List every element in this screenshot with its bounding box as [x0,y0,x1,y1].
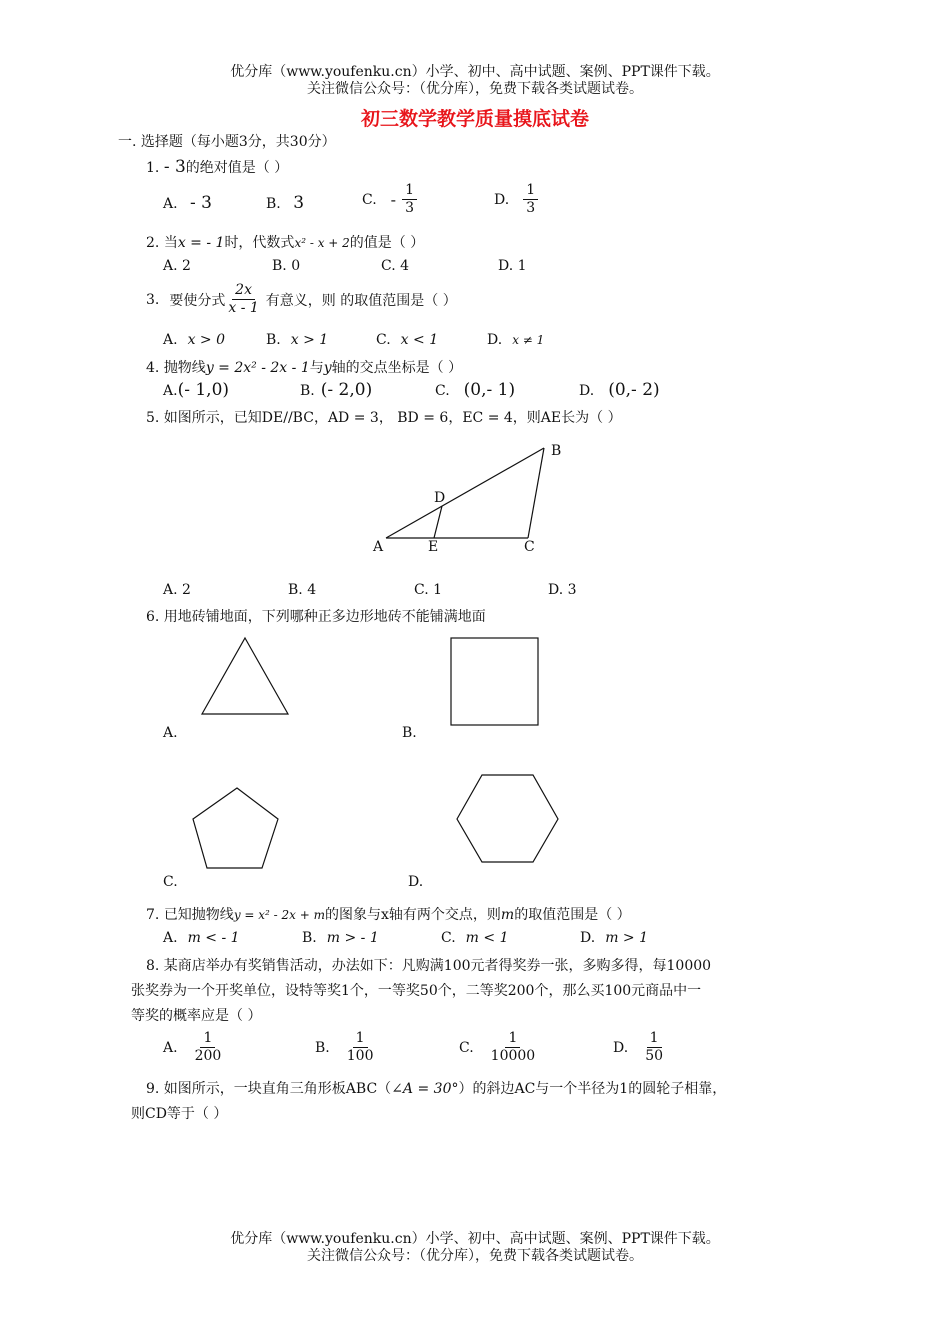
q7-option-c [441,930,509,946]
q3-post: 有意义，则 的取值范围是（ ） [265,292,457,309]
q1-number: 1. [146,160,160,176]
q2-option-a: A. 2 [163,258,191,274]
q1-expression: - 3 [163,157,186,177]
footer-line-2: 关注微信公众号：（优分库），免费下载各类试题试卷。 [307,1248,643,1264]
q4-option-b [300,380,372,400]
q8-option-a-denominator: 200 [194,1048,222,1064]
question-6: 6. 用地砖铺地面，下列哪种正多边形地砖不能铺满地面 [146,609,486,625]
q8-option-a-label: A. [163,1039,178,1056]
q1-option-d-denominator: 3 [526,200,536,216]
q6-option-d: D. [408,874,424,890]
q5-option-c: C. 1 [414,582,443,598]
q8-option-a-numerator: 1 [200,1030,215,1048]
q9-pre: 9. 如图所示，一块直角三角形板ABC（ [146,1081,392,1097]
q8-option-c-fraction [488,1030,539,1065]
q7-option-a [163,930,240,946]
footer-line-1: 优分库（www.youfenku.cn）小学、初中、高中试题、案例、PPT课件下载。 [230,1231,720,1247]
q3-option-b [266,332,328,348]
q8-option-b-denominator: 100 [346,1048,374,1064]
q4-mid: 与 [309,360,324,376]
q5-label-c: C [524,539,535,555]
q2-pre: 当 [163,235,178,251]
q3-fraction-numerator: 2x [232,282,255,300]
q5-label-e: E [428,539,439,555]
q1-option-d [494,182,538,217]
q4-option-d-label: D. [579,383,595,399]
q5-label-a: A [373,539,384,555]
q1-option-b-label: B. [266,196,281,212]
q8-option-d [613,1030,666,1065]
q6-option-a: A. [163,725,178,741]
q4-option-d-value: (0,- 2) [608,380,660,400]
q4-number: 4. [146,360,160,376]
q1-option-d-label: D. [494,191,510,208]
q3-option-a-value: x > 0 [187,332,225,348]
q8-option-b-fraction [344,1030,377,1065]
question-9-line-1 [146,1078,726,1098]
q7-pre: 已知抛物线 [163,907,234,923]
q3-option-d [487,332,544,348]
q7-option-a-value: m < - 1 [187,930,240,946]
q5-label-b: B [551,443,562,459]
q9-post: ）的斜边AC与一个半径为1的圆轮子相靠， [458,1081,727,1097]
q1-option-c [362,182,417,217]
header-line-1: 优分库（www.youfenku.cn）小学、初中、高中试题、案例、PPT课件下载。 [230,64,720,80]
q4-option-d [579,380,660,400]
q1-option-c-fraction [402,182,417,217]
q1-option-d-numerator: 1 [523,182,538,200]
question-9-line-2: 则CD等于（ ） [131,1106,228,1122]
q7-option-c-label: C. [441,930,456,946]
q8-option-d-label: D. [613,1039,629,1056]
q3-option-d-value: x ≠ 1 [512,333,545,347]
q7-number: 7. [146,907,160,923]
q1-option-a-label: A. [163,196,178,212]
q1-option-c-numerator: 1 [402,182,417,200]
q8-option-a [163,1030,224,1065]
q4-option-a-label: A. [163,383,178,399]
q7-option-d-value: m > 1 [605,930,649,946]
q7-option-c-value: m < 1 [465,930,509,946]
q1-option-b [266,193,304,213]
question-5: 5. 如图所示，已知DE//BC，AD = 3， BD = 6，EC = 4，则AE长为（ ） [146,410,622,426]
q2-condition: x = - 1 [177,235,225,251]
q4-option-a-value: (- 1,0) [177,380,230,400]
q4-post: 轴的交点坐标是（ ） [331,360,463,376]
q7-option-b [302,930,379,946]
q2-mid: 时，代数式 [224,235,295,251]
q3-option-c-label: C. [376,332,391,348]
q5-segment-de [434,506,442,538]
q8-option-d-numerator: 1 [647,1030,662,1048]
q4-option-a [163,380,229,400]
q7-expression: y = x² - 2x + m [233,908,326,922]
q7-option-b-label: B. [302,930,317,946]
q8-option-b-label: B. [315,1039,330,1056]
q8-option-d-fraction [642,1030,666,1065]
q6-hexagon-shape [457,775,558,862]
q6-option-c: C. [163,874,178,890]
q4-option-c-value: (0,- 1) [463,380,516,400]
q4-pre: 抛物线 [163,360,206,376]
question-4 [146,357,462,377]
q5-option-a: A. 2 [163,582,191,598]
q1-text: 的绝对值是（ ） [185,160,289,176]
question-7 [146,904,631,924]
q1-option-d-fraction [523,182,538,217]
q2-number: 2. [146,235,160,251]
q8-option-c-label: C. [459,1039,474,1056]
q9-angle: ∠A = 30° [391,1081,459,1097]
q4-option-c [435,380,515,400]
q7-option-d-label: D. [580,930,596,946]
q3-pre: 要使分式 [169,292,226,309]
q6-triangle-shape [202,638,288,714]
q7-option-a-label: A. [163,930,178,946]
q3-option-a [163,332,225,348]
q8-option-b [315,1030,376,1065]
q5-side-bc [528,448,544,538]
q3-option-d-label: D. [487,332,503,348]
q3-option-c [376,332,438,348]
q3-number: 3. [146,291,160,308]
question-8-line-2: 张奖券为一个开奖单位，设特等奖1个，一等奖50个，二等奖200个，那么买100元商品中一 [131,983,702,999]
q8-option-b-numerator: 1 [353,1030,368,1048]
q1-option-a [163,193,212,213]
q8-option-d-denominator: 50 [645,1048,664,1064]
question-2 [146,232,424,252]
q8-option-c-denominator: 10000 [490,1048,536,1064]
q1-option-a-value: - 3 [190,193,212,213]
section-heading: 一. 选择题（每小题3分，共30分） [118,134,336,150]
q4-option-c-label: C. [435,383,450,399]
q2-polynomial: x² - x + 2 [294,236,350,250]
q5-label-d: D [434,490,446,506]
q2-option-c: C. 4 [381,258,410,274]
q3-fraction-denominator: x - 1 [228,300,259,316]
q4-variable: y [323,360,332,376]
question-1 [146,157,288,177]
q7-mid: 的图象与x轴有两个交点，则 [325,907,501,923]
question-8-line-1: 8. 某商店举办有奖销售活动，办法如下：凡购满100元者得奖券一张，多购多得，每10000 [146,958,712,974]
q8-option-c [459,1030,538,1065]
q6-option-b: B. [402,725,417,741]
q6-pentagon-figure [185,780,285,880]
q5-option-b: B. 4 [288,582,317,598]
q7-option-d [580,930,648,946]
q5-triangle-figure [360,436,580,556]
q7-post: 的取值范围是（ ） [514,907,631,923]
q1-option-c-sign: - [390,190,397,209]
q6-triangle-figure [195,632,295,722]
q5-side-ab [386,448,544,538]
q2-option-d: D. 1 [498,258,527,274]
q6-pentagon-shape [193,788,278,868]
q2-post: 的值是（ ） [349,235,425,251]
q3-option-b-value: x > 1 [290,332,329,348]
q2-option-b: B. 0 [272,258,301,274]
q3-option-a-label: A. [163,332,178,348]
q3-fraction [225,282,261,317]
q5-option-d: D. 3 [548,582,577,598]
q4-expression: y = 2x² - 2x - 1 [205,360,310,376]
q4-option-b-value: (- 2,0) [320,380,373,400]
header-line-2: 关注微信公众号：（优分库），免费下载各类试题试卷。 [307,81,643,97]
q1-option-c-denominator: 3 [405,200,414,216]
q6-hexagon-figure [450,768,566,868]
q6-square-figure [445,632,545,732]
q8-option-a-fraction [192,1030,225,1065]
q7-option-b-value: m > - 1 [326,930,379,946]
q6-square-shape [451,638,538,725]
q3-option-c-value: x < 1 [400,332,439,348]
page-title: 初三数学教学质量摸底试卷 [360,108,589,130]
q1-option-c-label: C. [362,191,377,208]
q1-option-b-value: 3 [293,193,305,213]
question-3 [146,282,457,317]
q8-option-c-numerator: 1 [505,1030,520,1048]
q4-option-b-label: B. [300,383,315,399]
question-8-line-3: 等奖的概率应是（ ） [131,1008,262,1024]
q7-variable: m [500,907,515,923]
q3-option-b-label: B. [266,332,281,348]
